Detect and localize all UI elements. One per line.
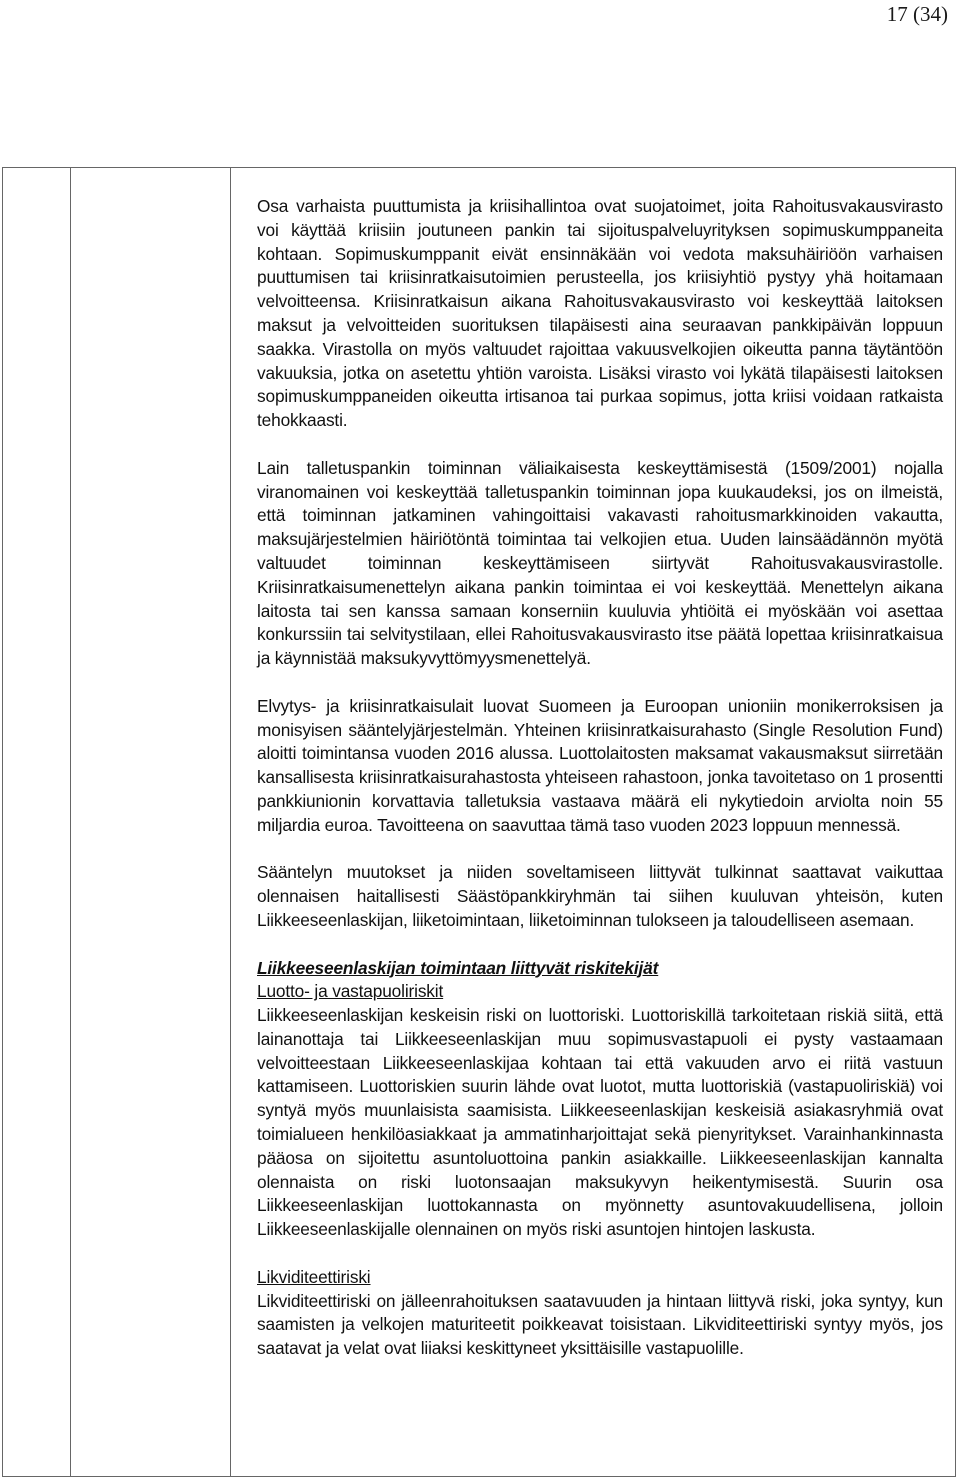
table-column-divider bbox=[70, 167, 71, 1477]
paragraph-resolution-fund: Elvytys- ja kriisinratkaisulait luovat Suomeen ja Euroopan unioniin monikerroksisen ja monisyisen sääntelyjärjestelmän. Yhteinen kriisinratkaisurahasto (Single Resolution Fund) aloitti toimintansa vuoden 2016 alussa. Luottolaitosten maksamat vakausmaksut siirretään kansallisesta kriisinratkaisurahastosta yhteiseen rahastoon, jonka tavoitetaso on 1 prosentti pankkiunionin korvattavia talletuksia vastaava määrä eli nykytiedoin arviolta noin 55 miljardia euroa. Tavoitteena on saavuttaa tämä taso vuoden 2023 loppuun mennessä. bbox=[257, 695, 943, 835]
paragraph-safeguards: Osa varhaista puuttumista ja kriisihallintoa ovat suojatoimet, joita Rahoitusvakausvirasto voi käyttää kriisiin joutuneen pankin tai sijoituspalveluyrityksen sopimuskumppaneita kohtaan. Sopimuskumppanit eivät ensinnäkään voi vedota maksuhäiriöön varhaisen puuttumisen tai kriisinratkaisutoimien perusteella, jos kriisiyhtiö pystyy yhä hoitamaan velvoitteensa. Kriisinratkaisun aikana Rahoitusvakausvirasto voi keskeyttää laitoksen maksut ja velvoitteiden suorituksen tilapäisesti aina seuraavan pankkipäivän loppuun saakka. Virastolla on myös valtuudet rajoittaa vakuusvelkojien oikeutta panna täytäntöön vakuuksia, jotka on asetettu yhtiön varoista. Lisäksi virasto voi lykätä tilapäisesti laitoksen sopimuskumppaneiden oikeutta irtisanoa tai purkaa sopimus, jotta kriisi voidaan ratkaista tehokkaasti. bbox=[257, 196, 943, 431]
table-column-divider bbox=[230, 167, 231, 1477]
page-number: 17 (34) bbox=[886, 2, 948, 26]
paragraph-suspension: Lain talletuspankin toiminnan väliaikaisesta keskeyttämisestä (1509/2001) nojalla viranomainen voi keskeyttää talletuspankin toiminnan jopa kuukaudeksi, jos on ilmeistä, että toiminnan jatkaminen vahingoittaisi vakavasti rahoitusmarkkinoiden vakautta, maksujärjestelmien häiriötöntä toimintaa tai velkojien etua. Uuden lainsäädännön myötä valtuudet toiminnan keskeyttämiseen siirtyvät Rahoitusvakausvirastolle. Kriisinratkaisumenettelyn aikana pankin toimintaa ei voi keskeyttää. Menettelyn aikana laitosta tai sen kanssa samaan konserniin kuuluvia yhtiöitä ei myöskään voi asettaa konkurssiin tai selvitystilaan, ellei Rahoitusvakausvirasto itse päätä lopettaa kriisinratkaisua ja käynnistää maksukyvyttömyysmenettelyä. bbox=[257, 457, 943, 669]
subsection-title-liquidity-risk: Likviditeettiriski bbox=[257, 1266, 371, 1287]
subsection-title-credit-risk: Luotto- ja vastapuoliriskit bbox=[257, 981, 444, 1002]
paragraph-credit-risk: Liikkeeseenlaskijan keskeisin riski on luottoriski. Luottoriskillä tarkoitetaan riskiä siitä, että lainanottaja tai Liikkeeseenlaskijan muu sopimusvastapuoli ei pysty vastaamaan velvoitteestaan Liikkeeseenlaskijaa kohtaan tai että vakuuden arvo ei riitä vastuun kattamiseen. Luottoriskien suurin lähde ovat luotot, mutta luottoriskiä (vastapuoliriskiä) voi syntyä myös muunlaisista saamisista. Liikkeeseenlaskijan keskeisiä asiakasryhmiä ovat toimialueen henkilöasiakkaat ja ammatinharjoittajat sekä pienyritykset. Varainhankinnasta pääosa on sijoitettu asuntoluottoina pankin asiakkaille. Liikkeeseenlaskijan kannalta olennaista on riski luotonsaajan maksukyvyn heikentymisestä. Suurin osa Liikkeeseenlaskijan luottokannasta on myönnetty asuntovakuudellisena, jolloin Liikkeeseenlaskijalle olennainen on myös riski asuntojen hintojen laskusta. bbox=[257, 1005, 943, 1240]
paragraph-regulation-changes: Sääntelyn muutokset ja niiden soveltamiseen liittyvät tulkinnat saattavat vaikuttaa olennaisen haitallisesti Säästöpankkiryhmän tai siihen kuuluvan yhteisön, kuten Liikkeeseenlaskijan, liiketoimintaan, liiketoiminnan tulokseen ja taloudelliseen asemaan. bbox=[257, 862, 943, 930]
document-body bbox=[257, 195, 943, 1361]
section-heading: Liikkeeseenlaskijan toimintaan liittyvät riskitekijät bbox=[257, 957, 659, 978]
paragraph-liquidity-risk: Likviditeettiriski on jälleenrahoituksen saatavuuden ja hintaan liittyvä riski, joka syntyy, kun saamisten ja velkojen maturiteetit poikkeavat toisistaan. Likviditeettiriski syntyy myös, jos saatavat ja velat ovat liiaksi keskittyneet yksittäisille vastapuolille. bbox=[257, 1290, 943, 1359]
